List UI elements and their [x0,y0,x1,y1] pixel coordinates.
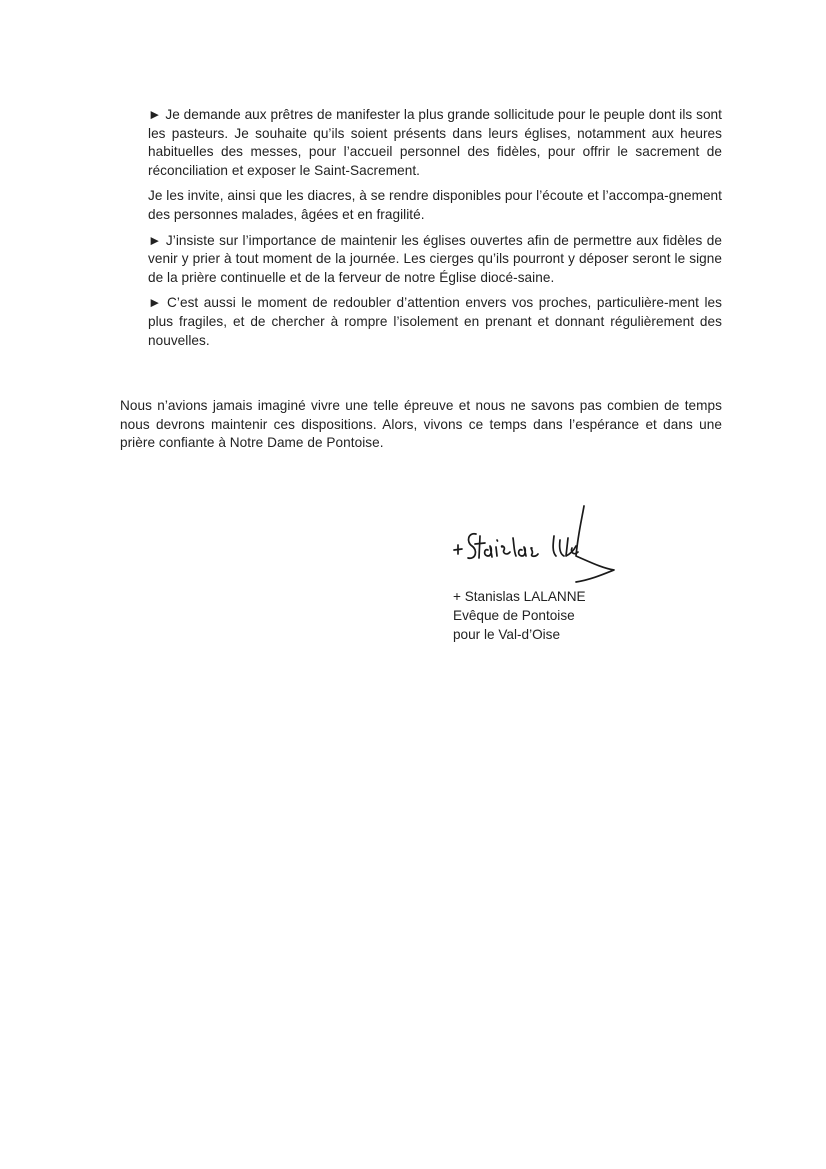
bullet-marker: ► [148,295,162,311]
instruction-churches-open [148,232,722,288]
signer-name: + Stanislas LALANNE [453,589,586,604]
instruction-text: C’est aussi le moment de redoubler d’attention envers vos proches, particulière-ment les plus fragiles, et de chercher à rompre l’isolement en prenant et donnant régulièrement des nouvelles. [148,295,722,348]
instruction-text: Je demande aux prêtres de manifester la plus grande sollicitude pour le peuple dont ils sont les pasteurs. Je souhaite qu’ils soient présents dans leurs églises, notamment aux heures habituelles des messes, pour l’accueil personnel des fidèles, pour offrir le sacrement de réconciliation et exposer le Saint-Sacrement. [148,107,722,178]
instruction-relatives [148,294,722,350]
instruction-text: Je les invite, ainsi que les diacres, à se rendre disponibles pour l’écoute et l’accompa-gnement des personnes malades, âgées et en fragilité. [148,188,722,222]
bullet-marker: ► [148,107,162,122]
instruction-text: J’insiste sur l’importance de maintenir les églises ouvertes afin de permettre aux fidèles de venir y prier à tout moment de la journée. Les cierges qu’ils pourront y déposer seront le signe de la prière continuelle et de la ferveur de notre Église diocé-saine. [148,232,722,285]
closing-paragraph: Nous n’avions jamais imaginé vivre une telle épreuve et nous ne savons pas combien de temps nous devrons maintenir ces dispositions. Alors, vivons ce temps dans l’espérance et dans une prière confiante à Notre Dame de Pontoise. [120,398,722,451]
signer-title: Evêque de Pontoise [453,608,575,623]
handwritten-signature [450,500,620,584]
signer-block [453,587,713,644]
signer-diocese: pour le Val-d’Oise [453,627,561,642]
instructions-block [148,106,722,357]
bullet-marker: ► [148,232,162,248]
instruction-priests [148,106,722,180]
instruction-deacons [148,187,722,224]
